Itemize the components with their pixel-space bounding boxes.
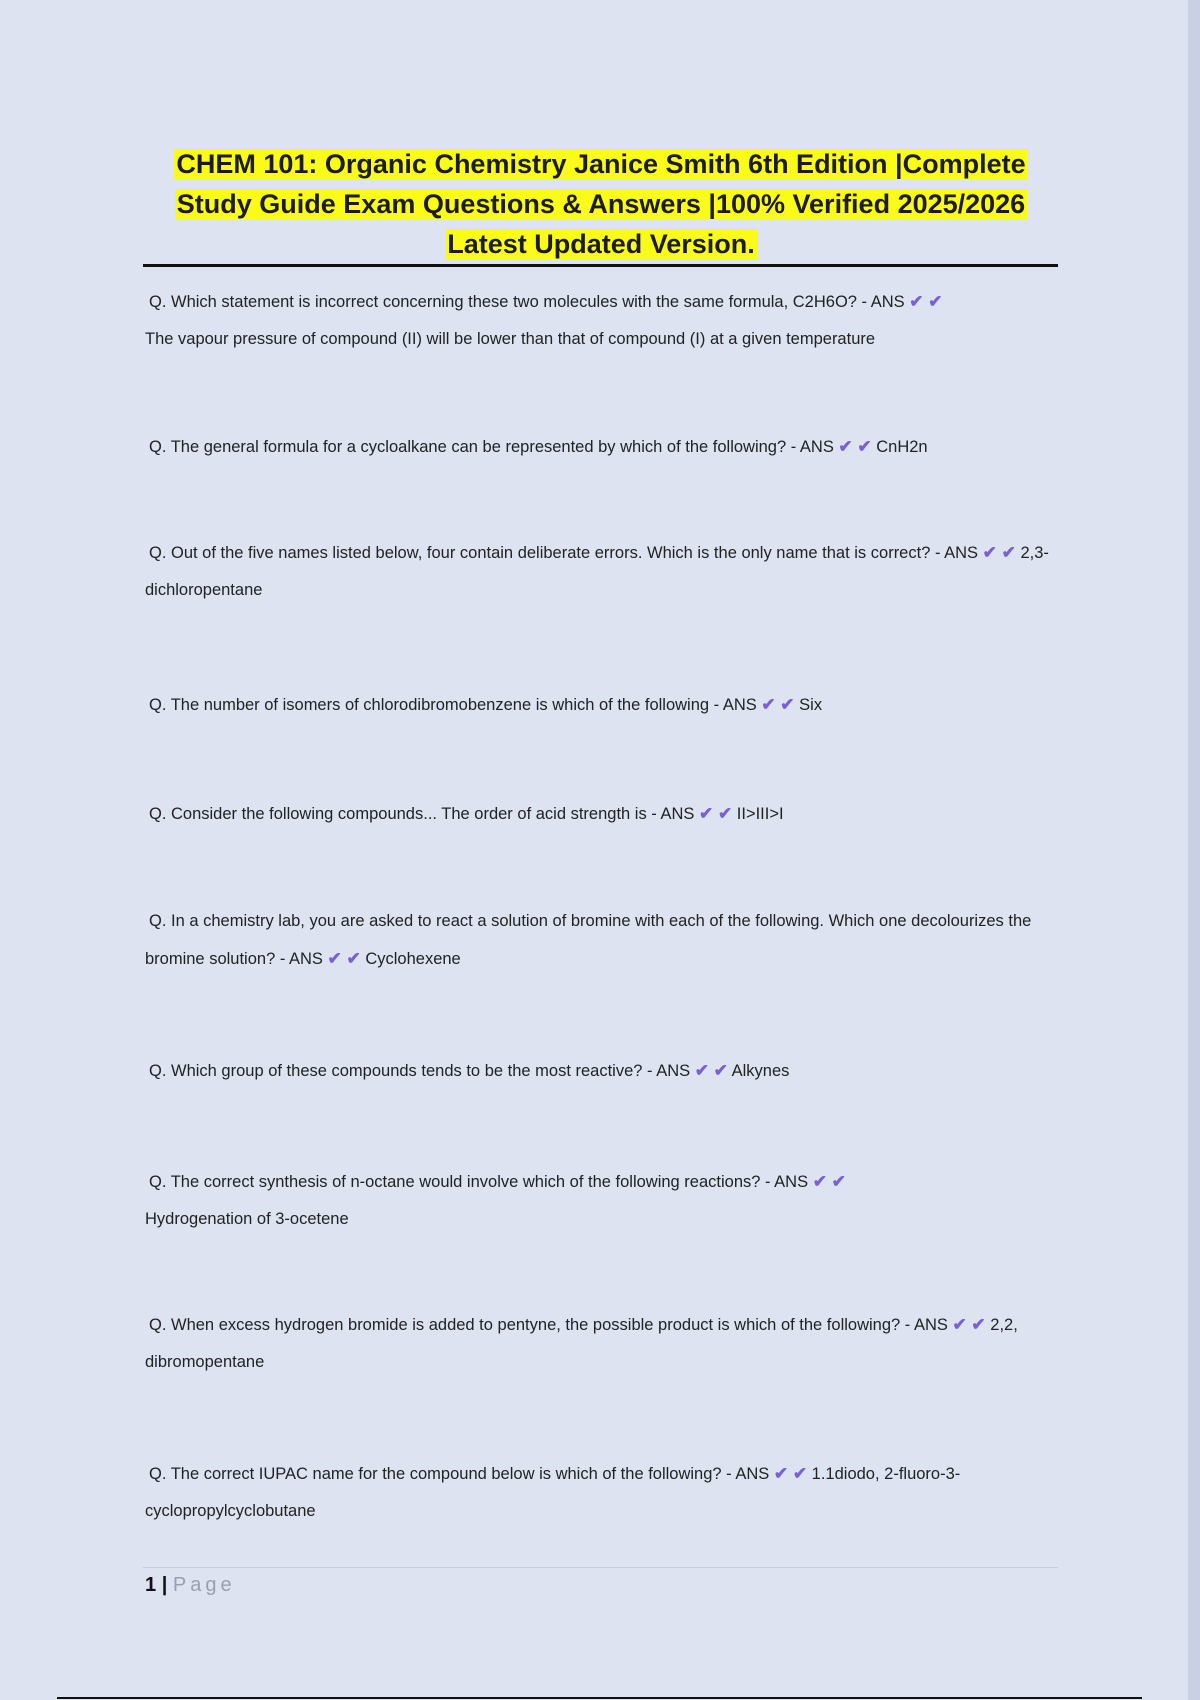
double-check-icon: ✔ ✔ [327,949,361,968]
double-check-icon: ✔ ✔ [909,292,943,311]
footer-divider [143,1567,1058,1568]
answer-text: CnH2n [876,438,928,456]
document-title [145,144,1057,264]
title-divider [143,264,1058,267]
answer-text: Six [799,696,823,714]
qa-item [145,428,1060,466]
double-check-icon: ✔ ✔ [694,1061,728,1080]
qa-item [145,686,1060,724]
question-text: Q. The correct synthesis of n-octane would involve which of the following reactions? - ANS [149,1173,809,1191]
page-edge [1188,0,1200,1700]
qa-item [145,283,1060,358]
double-check-icon: ✔ ✔ [761,695,795,714]
double-check-icon: ✔ ✔ [773,1464,808,1483]
qa-item [145,1163,1060,1238]
title-line-1: CHEM 101: Organic Chemistry Janice Smith 6th Edition |Complete [176,149,1026,179]
qa-item [145,534,1060,609]
answer-text: Alkynes [731,1062,790,1080]
title-line-2: Study Guide Exam Questions & Answers |100% Verified 2025/2026 [176,189,1026,219]
answer-text: The vapour pressure of compound (II) will be lower than that of compound (I) at a given temperature [145,330,876,348]
qa-item [145,1052,1060,1090]
qa-item [145,795,1060,833]
question-text: Q. The number of isomers of chlorodibromobenzene is which of the following - ANS [149,696,757,714]
answer-text: II>III>I [736,805,784,823]
double-check-icon: ✔ ✔ [698,804,733,823]
answer-text: 2,2, dibromopentane [145,1316,1018,1371]
page-number: 1 [145,1574,157,1596]
answer-text: Cyclohexene [365,950,461,968]
footer-separator: | [161,1574,168,1596]
question-text: Q. Out of the five names listed below, four contain deliberate errors. Which is the only name that is correct? - ANS [149,544,979,562]
double-check-icon: ✔ ✔ [982,543,1016,562]
answer-text: 1.1diodo, 2-fluoro-3-cyclopropylcyclobutane [145,1465,961,1520]
question-text: Q. When excess hydrogen bromide is added to pentyne, the possible product is which of the following? - ANS [149,1316,948,1334]
bottom-divider [57,1697,1142,1699]
question-text: Q. The general formula for a cycloalkane can be represented by which of the following? - ANS [149,438,834,456]
question-text: Q. The correct IUPAC name for the compound below is which of the following? - ANS [149,1465,770,1483]
question-text: Q. Which statement is incorrect concerning these two molecules with the same formula, C2H6O? - ANS [149,293,905,311]
question-text: Q. Which group of these compounds tends to be the most reactive? - ANS [149,1062,691,1080]
question-text: Q. Consider the following compounds... The order of acid strength is - ANS [149,805,695,823]
qa-item [145,1455,1060,1530]
page-label: Page [172,1574,236,1596]
title-line-3: Latest Updated Version. [447,229,755,259]
page-footer [145,1570,236,1600]
double-check-icon: ✔ ✔ [812,1172,846,1191]
qa-item [145,903,1060,978]
qa-item [145,1306,1060,1381]
question-text: Q. In a chemistry lab, you are asked to react a solution of bromine with each of the following. Which one decolourizes the bromine solution? - ANS [145,912,1032,968]
double-check-icon: ✔ ✔ [952,1315,986,1334]
answer-text: 2,3-dichloropentane [145,544,1049,599]
answer-text: Hydrogenation of 3-ocetene [145,1210,349,1228]
double-check-icon: ✔ ✔ [838,437,872,456]
